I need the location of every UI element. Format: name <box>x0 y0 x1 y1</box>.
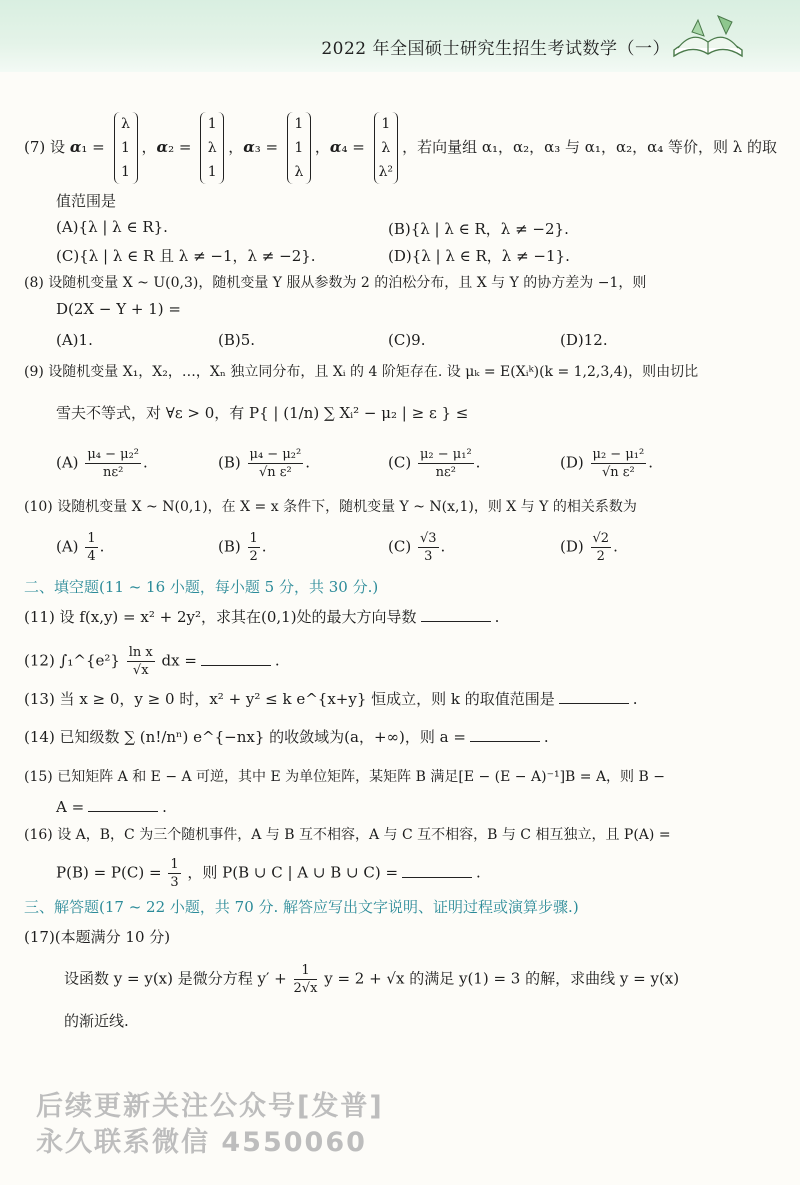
question-8-line1: (8) 设随机变量 X ~ U(0,3)，随机变量 Y 服从参数为 2 的泊松分布，且 X 与 Y 的协方差为 −1，则 <box>24 275 647 291</box>
q9-option-a: (A) $\frac{\text{μ₄ − μ₂²}}{\text{nε²}}$ . <box>56 447 148 480</box>
section-3-title: 三、解答题(17 ~ 22 小题，共 70 分. 解答应写出文字说明、证明过程或演算步骤.) <box>24 898 579 916</box>
question-14: (14) 已知级数 ∑ (n!/nⁿ) e^{−nx} 的收敛域为(a，+∞)，则 a = . <box>24 728 549 746</box>
q8-option-d: (D)12. <box>560 331 608 349</box>
q9-option-b: (B) $\frac{\text{μ₄ − μ₂²}}{\text{√n ε²}}$ . <box>218 447 310 480</box>
question-13: (13) 当 x ≥ 0，y ≥ 0 时，x² + y² ≤ k e^{x+y} 恒成立，则 k 的取值范围是 . <box>24 690 638 708</box>
question-7: (7) 设 α₁ = λ 1 1 ，α₂ = 1 λ 1 ，α₃ = 1 1 λ ，α₄ = 1 λ λ² ，若向量组 α₁，α₂，α₃ 与 α₁，α₂，α₄ 等价，则 λ 的取 <box>24 112 777 184</box>
question-11: (11) 设 f(x,y) = x² + 2y²，求其在(0,1)处的最大方向导数 . <box>24 608 500 626</box>
answer-blank <box>88 796 158 812</box>
q8-option-c: (C)9. <box>388 331 426 349</box>
q7-option-a: (A){λ | λ ∈ R}. <box>56 218 168 236</box>
answer-blank <box>421 606 491 622</box>
question-15-line1: (15) 已知矩阵 A 和 E − A 可逆，其中 E 为单位矩阵，某矩阵 B 满足[E − (E − A)⁻¹]B = A，则 B − <box>24 769 665 785</box>
question-7-tail: ，若向量组 α₁，α₂，α₃ 与 α₁，α₂，α₄ 等价，则 λ 的取 <box>402 138 778 156</box>
q10-option-c: (C) $\frac{√3}{3}$ . <box>388 531 446 564</box>
question-8-line2: D(2X − Y + 1) = <box>56 300 181 318</box>
question-7-lead: 设 <box>50 138 66 156</box>
vector-alpha3: 1 1 λ <box>287 112 311 184</box>
question-7-number: (7) <box>24 138 46 156</box>
question-10-line1: (10) 设随机变量 X ~ N(0,1)，在 X = x 条件下，随机变量 Y ~ N(x,1)，则 X 与 Y 的相关系数为 <box>24 499 637 515</box>
q9-option-c: (C) $\frac{\text{μ₂ − μ₁²}}{\text{nε²}}$ . <box>388 447 481 480</box>
q8-option-a: (A)1. <box>56 331 93 349</box>
question-12: (12) ∫₁^{e²} $\frac{\text{ln x}}{√x}$ dx = . <box>24 645 280 678</box>
answer-blank <box>470 726 540 742</box>
q7-option-b: (B){λ | λ ∈ R，λ ≠ −2}. <box>388 220 569 238</box>
page-title: 2022 年全国硕士研究生招生考试数学（一） <box>321 39 670 59</box>
q7-option-d: (D){λ | λ ∈ R，λ ≠ −1}. <box>388 247 570 265</box>
question-15-line2: A = . <box>56 798 167 816</box>
question-16-line2: P(B) = P(C) = $\frac{1}{3}$ ，则 P(B ∪ C | A ∪ B ∪ C) = . <box>56 857 481 890</box>
answer-blank <box>559 688 629 704</box>
vector-alpha4: 1 λ λ² <box>374 112 399 184</box>
question-17-line2: 的渐近线. <box>64 1012 129 1030</box>
vector-alpha2: 1 λ 1 <box>200 112 224 184</box>
open-book-icon <box>668 10 748 62</box>
question-9-line2: 雪夫不等式，对 ∀ε > 0，有 P{ | (1/n) ∑ Xᵢ² − μ₂ | ≥ ε } ≤ <box>56 404 469 422</box>
watermark-line2: 永久联系微信 4550060 <box>36 1127 367 1158</box>
question-9-line1: (9) 设随机变量 X₁，X₂，…，Xₙ 独立同分布，且 Xᵢ 的 4 阶矩存在. 设 μₖ = E(Xᵢᵏ)(k = 1,2,3,4)，则由切比 <box>24 364 699 380</box>
section-2-title: 二、填空题(11 ~ 16 小题，每小题 5 分，共 30 分.) <box>24 578 379 596</box>
q9-option-d: (D) $\frac{\text{μ₂ − μ₁²}}{\text{√n ε²}}$ . <box>560 447 653 480</box>
watermark-line1: 后续更新关注公众号[发普] <box>36 1091 384 1122</box>
question-16-line1: (16) 设 A，B，C 为三个随机事件，A 与 B 互不相容，A 与 C 互不相容，B 与 C 相互独立，且 P(A) = <box>24 827 671 843</box>
answer-blank <box>201 650 271 666</box>
question-7-continuation: 值范围是 <box>56 192 117 210</box>
vector-alpha1: λ 1 1 <box>114 112 138 184</box>
q8-option-b: (B)5. <box>218 331 256 349</box>
q10-option-a: (A) $\frac{1}{4}$ . <box>56 531 105 564</box>
question-17-body: 设函数 y = y(x) 是微分方程 y′ + $\frac{1}{2√x}$ y = 2 + √x 的满足 y(1) = 3 的解，求曲线 y = y(x) <box>64 963 680 996</box>
page-header <box>0 0 800 72</box>
q10-option-b: (B) $\frac{1}{2}$ . <box>218 531 267 564</box>
q10-option-d: (D) $\frac{√2}{2}$ . <box>560 531 618 564</box>
question-17-head: (17)(本题满分 10 分) <box>24 928 171 946</box>
answer-blank <box>402 862 472 878</box>
q7-option-c: (C){λ | λ ∈ R 且 λ ≠ −1，λ ≠ −2}. <box>56 247 316 265</box>
